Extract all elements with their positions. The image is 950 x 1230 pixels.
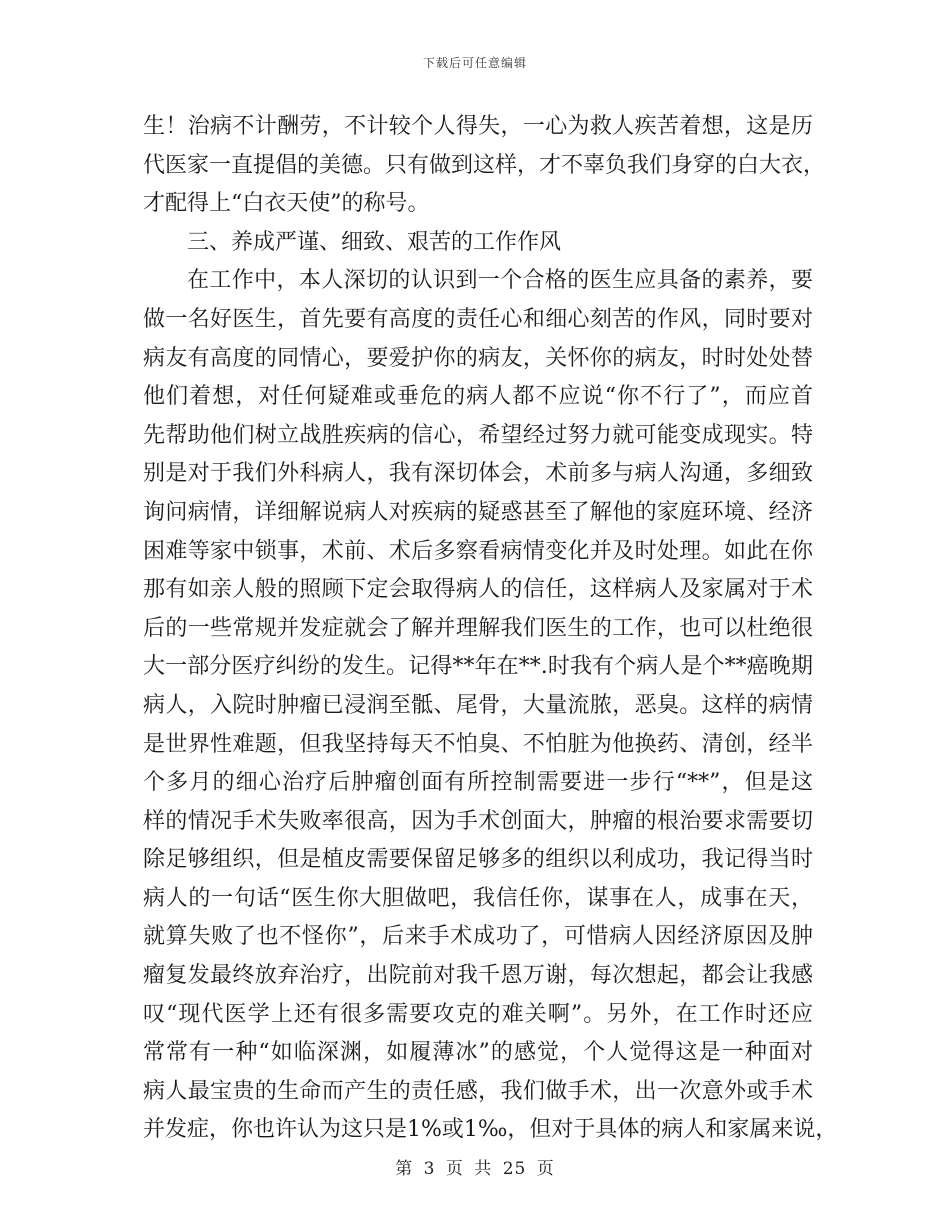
body-line: 瘤复发最终放弃治疗，出院前对我千恩万谢，每次想起，都会让我感	[143, 963, 813, 989]
body-line: 就算失败了也不怪你”，后来手术成功了，可惜病人因经济原因及肿	[143, 924, 813, 950]
document-body	[143, 108, 838, 1150]
body-line: 病友有高度的同情心，要爱护你的病友，关怀你的病友，时时处处替	[143, 345, 813, 371]
page-header: 下载后可任意编辑	[422, 56, 527, 70]
body-line: 做一名好医生，首先要有高度的责任心和细心刻苦的作风，同时要对	[143, 306, 813, 332]
body-line: 常常有一种“如临深渊，如履薄冰”的感觉，个人觉得这是一种面对	[143, 1040, 813, 1066]
body-line: 先帮助他们树立战胜疾病的信心，希望经过努力就可能变成现实。特	[143, 422, 813, 448]
body-line: 才配得上“白衣天使”的称号。	[143, 191, 430, 217]
body-line: 他们着想，对任何疑难或垂危的病人都不应说“你不行了”，而应首	[143, 384, 813, 410]
body-line: 病人的一句话“医生你大胆做吧，我信任你，谋事在人，成事在天，	[143, 885, 813, 911]
body-line: 询问病情，详细解说病人对疾病的疑惑甚至了解他的家庭环境、经济	[143, 499, 813, 525]
section-heading: 三、养成严谨、细致、艰苦的工作作风	[187, 229, 562, 255]
body-line: 并发症，你也许认为这只是1%或1‰，但对于具体的病人和家属来说，	[143, 1117, 838, 1143]
body-line: 病人，入院时肿瘤已浸润至骶、尾骨，大量流脓，恶臭。这样的病情	[143, 692, 813, 718]
body-line: 样的情况手术失败率很高，因为手术创面大，肿瘤的根治要求需要切	[143, 808, 813, 834]
page-footer: 第 3 页 共 25 页	[395, 1159, 555, 1179]
body-line: 代医家一直提倡的美德。只有做到这样，才不辜负我们身穿的白大衣，	[143, 152, 826, 178]
body-line: 困难等家中锁事，术前、术后多察看病情变化并及时处理。如此在你	[143, 538, 813, 564]
body-line: 是世界性难题，但我坚持每天不怕臭、不怕脏为他换药、清创，经半	[143, 731, 813, 757]
body-line: 别是对于我们外科病人，我有深切体会，术前多与病人沟通，多细致	[143, 461, 813, 487]
body-line: 除足够组织，但是植皮需要保留足够多的组织以利成功，我记得当时	[143, 847, 813, 873]
body-line: 大一部分医疗纠纷的发生。记得**年在**.时我有个病人是个**癌晚期	[143, 654, 813, 680]
body-line: 个多月的细心治疗后肿瘤创面有所控制需要进一步行“**”，但是这	[143, 770, 813, 796]
body-line: 那有如亲人般的照顾下定会取得病人的信任，这样病人及家属对于术	[143, 577, 813, 603]
body-line: 病人最宝贵的生命而产生的责任感，我们做手术，出一次意外或手术	[143, 1078, 813, 1104]
body-line: 生！治病不计酬劳，不计较个人得失，一心为救人疾苦着想，这是历	[143, 114, 813, 139]
body-line: 后的一些常规并发症就会了解并理解我们医生的工作，也可以杜绝很	[143, 615, 813, 641]
body-line: 叹“现代医学上还有很多需要攻克的难关啊”。另外，在工作时还应	[143, 1001, 813, 1027]
body-line: 在工作中，本人深切的认识到一个合格的医生应具备的素养，要	[187, 268, 813, 294]
